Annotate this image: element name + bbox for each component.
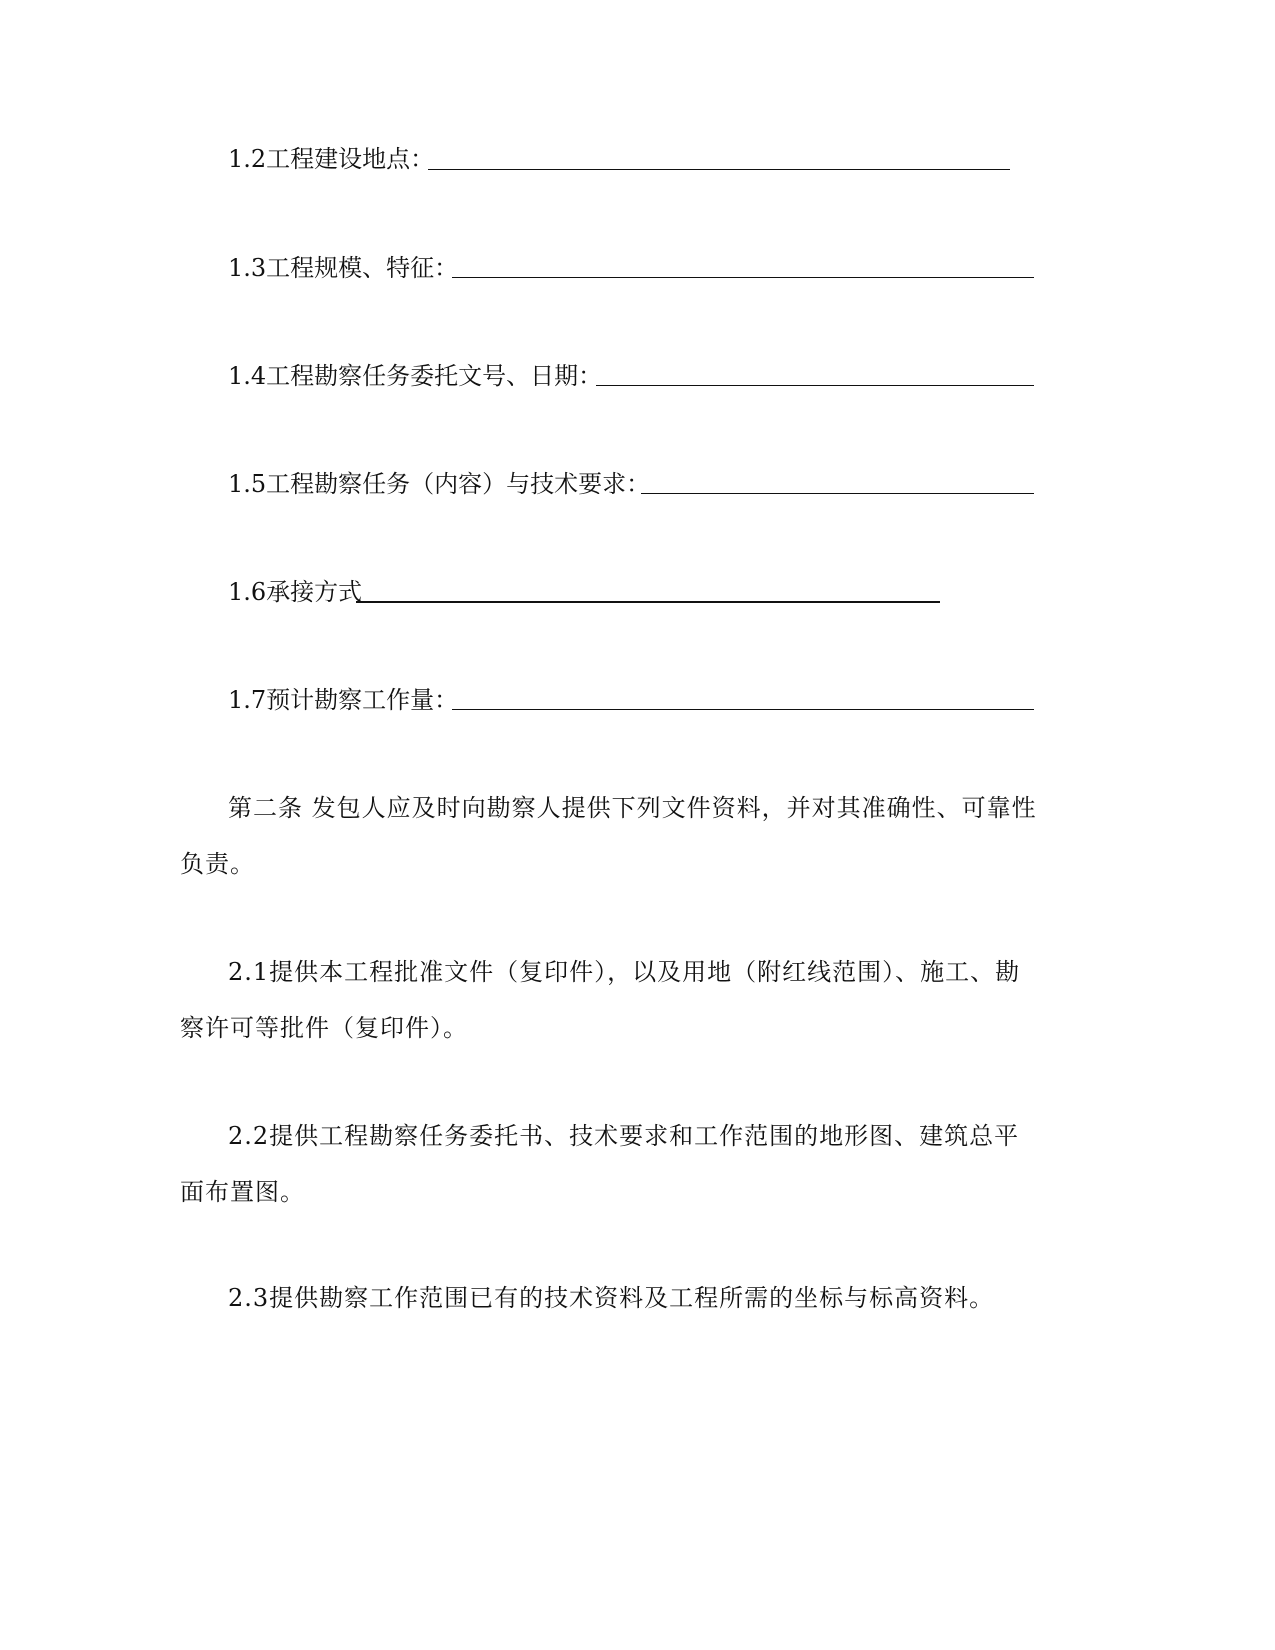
article-2-paragraph: 第二条 发包人应及时向勘察人提供下列文件资料，并对其准确性、可靠性负责。 — [180, 794, 1037, 878]
item-1-4-label: 1.4工程勘察任务委托文号、日期： — [228, 362, 603, 390]
item-1-6-blank-field[interactable] — [356, 575, 940, 603]
item-1-5-label: 1.5工程勘察任务（内容）与技术要求： — [228, 470, 651, 498]
item-1-3-label: 1.3工程规模、特征： — [228, 254, 459, 282]
clause-2-2-paragraph: 2.2提供工程勘察任务委托书、技术要求和工作范围的地形图、建筑总平面布置图。 — [180, 1122, 1020, 1206]
item-1-7-label: 1.7预计勘察工作量： — [228, 686, 459, 714]
item-1-5-blank-field[interactable] — [641, 467, 1034, 494]
item-1-2-label: 1.2工程建设地点： — [228, 145, 435, 173]
clause-2-1-paragraph: 2.1提供本工程批准文件（复印件），以及用地（附红线范围）、施工、勘察许可等批件（复印件）。 — [180, 958, 1021, 1042]
item-1-3-blank-field[interactable] — [452, 251, 1034, 278]
item-1-4-blank-field[interactable] — [596, 359, 1034, 386]
item-1-6-label: 1.6承接方式 — [228, 578, 363, 606]
item-1-2-blank-field[interactable] — [428, 143, 1010, 170]
clause-2-3-paragraph: 2.3提供勘察工作范围已有的技术资料及工程所需的坐标与标高资料。 — [228, 1284, 995, 1312]
item-1-7-blank-field[interactable] — [452, 683, 1034, 710]
